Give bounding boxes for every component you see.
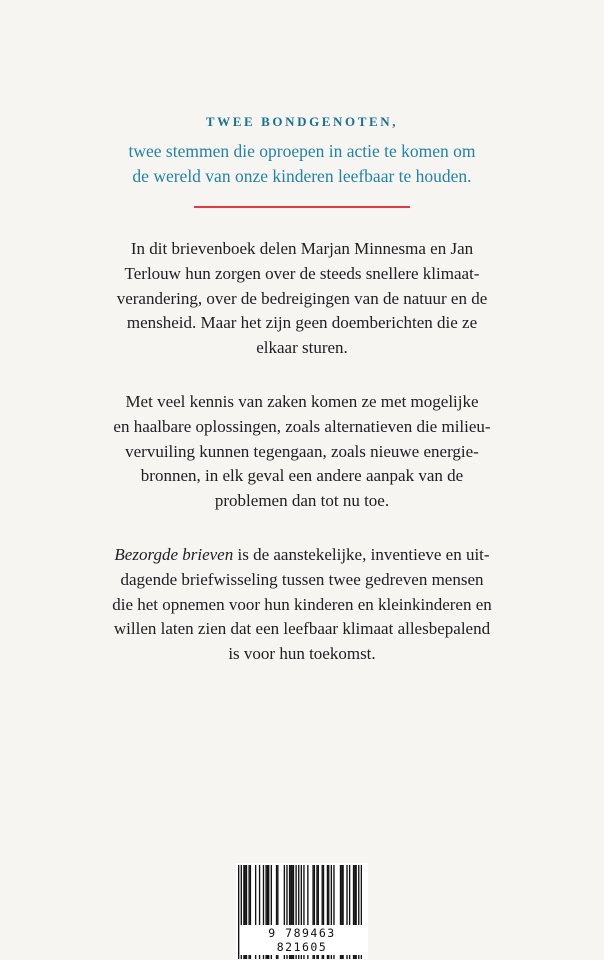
tagline-header: TWEE BONDGENOTEN, xyxy=(205,114,399,129)
book-title-italic: Bezorgde brieven xyxy=(114,544,234,564)
paragraph-1 xyxy=(42,237,562,361)
paragraph-2 xyxy=(42,390,562,514)
barcode-number: 9 789463 821605 xyxy=(240,925,364,955)
text-line: Terlouw hun zorgen over de steeds snellere klimaat- xyxy=(124,263,480,283)
tagline-line: twee stemmen die oproepen in actie te komen om xyxy=(128,141,476,161)
text-line: In dit brievenboek delen Marjan Minnesma en Jan xyxy=(130,239,474,258)
text-line: mensheid. Maar het zijn geen doemberichten die ze xyxy=(126,313,478,333)
red-divider xyxy=(194,206,410,208)
text-line: problemen dan tot nu toe. xyxy=(214,491,390,511)
text-line: vervuiling kunnen tegengaan, zoals nieuwe energie- xyxy=(125,441,479,461)
paragraph-3 xyxy=(42,543,562,667)
text-line: en haalbare oplossingen, zoals alternatieven die milieu- xyxy=(113,416,491,436)
barcode xyxy=(236,863,368,959)
text-line: die het opnemen voor hun kinderen en kleinkinderen en xyxy=(112,594,492,614)
tagline-line: de wereld van onze kinderen leefbaar te houden. xyxy=(132,166,472,186)
text-line: bronnen, in elk geval een andere aanpak van de xyxy=(140,466,464,486)
text-line: verandering, over de bedreigingen van de natuur en de xyxy=(116,288,488,308)
text-line xyxy=(42,543,562,568)
text-fragment: is de aanstekelijke, inventieve en uit- xyxy=(233,544,490,564)
text-line: is voor hun toekomst. xyxy=(228,644,376,664)
text-line: dagende briefwisseling tussen twee gedreven mensen xyxy=(120,569,484,589)
text-line: Met veel kennis van zaken komen ze met mogelijke xyxy=(125,391,479,411)
text-line: willen laten zien dat een leefbaar klimaat allesbepalend xyxy=(113,619,491,639)
cover-text-block xyxy=(42,0,562,959)
text-line: elkaar sturen. xyxy=(256,338,348,358)
tagline xyxy=(42,139,562,189)
